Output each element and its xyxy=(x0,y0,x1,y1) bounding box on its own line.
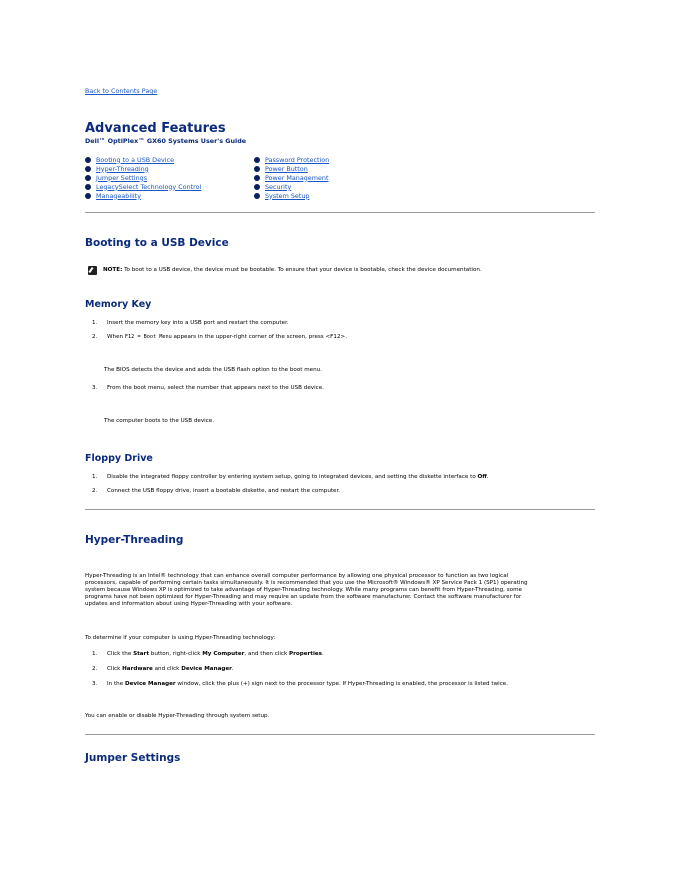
section-heading-hyper-threading: Hyper-Threading xyxy=(85,534,184,546)
section-divider xyxy=(85,734,595,735)
step-bold-text: Off xyxy=(477,474,487,480)
paragraph-line: programs have not been optimized for Hyper-Threading and may require an update from the software manufacturer. Contact the software manufacturer for xyxy=(85,594,522,600)
hyper-threading-step-2 xyxy=(107,666,234,672)
page-subtitle: Dell™ OptiPlex™ GX60 Systems User's Guide xyxy=(85,137,247,145)
bullet-icon xyxy=(85,193,91,199)
paragraph-line: processors, capable of performing certain tasks simultaneously. It is recommended that you use the Microsoft® Windows® XP Service Pack 1 (SP1) operating xyxy=(85,580,528,586)
list-number: 2. xyxy=(92,666,98,672)
step-bold-text: Properties xyxy=(289,651,323,657)
toc-item xyxy=(85,182,201,191)
section-heading-booting-usb: Booting to a USB Device xyxy=(85,237,229,249)
code-text: F12 = Boot Menu xyxy=(124,334,172,340)
list-number: 2. xyxy=(92,488,98,494)
toc-link-security[interactable]: Security xyxy=(265,182,292,191)
memory-key-step-2 xyxy=(107,334,347,340)
step-text: Click xyxy=(107,666,123,672)
bullet-icon xyxy=(254,184,260,190)
paragraph-line: updates and information about using Hyper-Threading with your software. xyxy=(85,601,293,607)
step-text: Disable the integrated floppy controller by entering system setup, going to integrated devices, and setting the diskette interface to xyxy=(107,474,478,480)
step-text: . xyxy=(322,651,324,657)
bullet-icon xyxy=(85,175,91,181)
step-text: . xyxy=(486,474,489,480)
toc-left-column xyxy=(85,155,201,200)
bullet-icon xyxy=(85,166,91,172)
step-text: Click the xyxy=(107,651,134,657)
step-bold-text: Device Manager xyxy=(124,681,176,687)
step-bold-text: Hardware xyxy=(122,666,153,672)
hyper-threading-intro-paragraph xyxy=(85,573,595,608)
list-number: 1. xyxy=(92,474,98,480)
toc-link-password-protection[interactable]: Password Protection xyxy=(265,155,330,164)
floppy-step-1 xyxy=(107,474,489,480)
toc-link-system-setup[interactable]: System Setup xyxy=(265,191,310,200)
step-text: , and then click xyxy=(244,651,290,657)
note-label: NOTE: xyxy=(103,267,123,273)
bullet-icon xyxy=(254,166,260,172)
step-text: appears in the upper-right corner of the screen, press <F12>. xyxy=(171,334,347,340)
step-text: . xyxy=(231,666,234,672)
paragraph-line: system because Windows XP is optimized to take advantage of Hyper-Threading technology. While many programs can benefit from Hyper-Threading, some xyxy=(85,587,522,593)
section-heading-jumper-settings: Jumper Settings xyxy=(85,752,181,764)
bullet-icon xyxy=(85,157,91,163)
toc-item xyxy=(85,173,201,182)
memory-key-step-2-result: The BIOS detects the device and adds the USB flash option to the boot menu. xyxy=(104,367,322,373)
step-text: window, click the plus (+) sign next to the processor type. If Hyper-Threading is enabled, the processor is listed twice. xyxy=(175,681,508,687)
step-text: When xyxy=(107,334,125,340)
step-bold-text: Start xyxy=(133,651,149,657)
memory-key-step-3: From the boot menu, select the number that appears next to the USB device. xyxy=(107,385,324,391)
step-bold-text: Device Manager xyxy=(181,666,232,672)
step-text: button, right-click xyxy=(149,651,203,657)
section-divider xyxy=(85,212,595,213)
toc-link-jumper-settings[interactable]: Jumper Settings xyxy=(96,173,148,182)
toc-link-power-button[interactable]: Power Button xyxy=(265,164,308,173)
toc-item xyxy=(85,191,201,200)
toc-link-booting-usb[interactable]: Booting to a USB Device xyxy=(96,155,175,164)
list-number: 3. xyxy=(92,385,98,391)
subheading-memory-key: Memory Key xyxy=(85,299,152,310)
hyper-threading-determine-text: To determine if your computer is using Hyper-Threading technology: xyxy=(85,635,276,641)
step-text: and click xyxy=(152,666,182,672)
hyper-threading-enable-text: You can enable or disable Hyper-Threading through system setup. xyxy=(85,713,270,719)
toc-right-column xyxy=(254,155,329,200)
toc-link-legacyselect[interactable]: LegacySelect Technology Control xyxy=(96,182,202,191)
bullet-icon xyxy=(254,175,260,181)
note-text xyxy=(103,267,482,274)
note-body: To boot to a USB device, the device must be bootable. To ensure that your device is bootable, check the device documentation. xyxy=(122,267,482,273)
note-box xyxy=(88,266,482,275)
toc-item xyxy=(85,155,201,164)
hyper-threading-step-1 xyxy=(107,651,324,657)
paragraph-line: Hyper-Threading is an Intel® technology that can enhance overall computer performance by allowing one physical processor to function as two logical xyxy=(85,573,509,579)
toc-item xyxy=(254,173,329,182)
bullet-icon xyxy=(254,193,260,199)
hyper-threading-step-3 xyxy=(107,681,508,687)
toc-link-manageability[interactable]: Manageability xyxy=(96,191,141,200)
toc-item xyxy=(254,164,329,173)
toc-item xyxy=(254,182,329,191)
page-title: Advanced Features xyxy=(85,121,226,136)
list-number: 2. xyxy=(92,334,98,340)
toc-item xyxy=(85,164,201,173)
toc-item xyxy=(254,191,329,200)
memory-key-step-1: Insert the memory key into a USB port and restart the computer. xyxy=(107,320,289,326)
toc-link-power-management[interactable]: Power Management xyxy=(265,173,329,182)
back-to-contents-link[interactable]: Back to Contents Page xyxy=(85,87,158,95)
bullet-icon xyxy=(85,184,91,190)
bullet-icon xyxy=(254,157,260,163)
subheading-floppy-drive: Floppy Drive xyxy=(85,453,153,464)
note-pencil-icon xyxy=(88,266,97,275)
floppy-step-2: Connect the USB floppy drive, insert a bootable diskette, and restart the computer. xyxy=(107,488,341,494)
toc-item xyxy=(254,155,329,164)
list-number: 3. xyxy=(92,681,98,687)
list-number: 1. xyxy=(92,651,98,657)
memory-key-step-3-result: The computer boots to the USB device. xyxy=(104,418,214,424)
section-divider xyxy=(85,509,595,510)
step-bold-text: My Computer xyxy=(202,651,245,657)
toc-link-hyper-threading[interactable]: Hyper-Threading xyxy=(96,164,149,173)
step-text: In the xyxy=(107,681,125,687)
list-number: 1. xyxy=(92,320,98,326)
